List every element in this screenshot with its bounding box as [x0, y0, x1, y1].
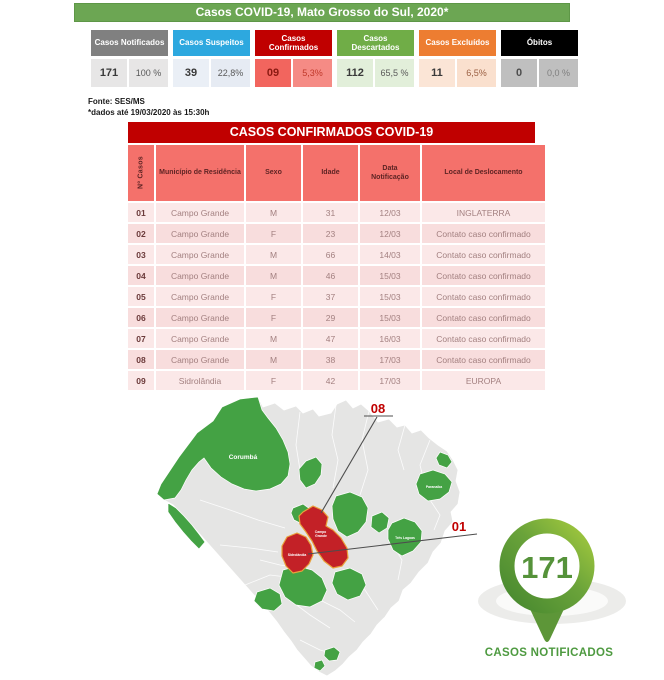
table-header-row	[128, 145, 535, 201]
cell-sexo: M	[246, 350, 301, 369]
cell-idade: 46	[303, 266, 358, 285]
table-row	[128, 329, 535, 348]
cell-num: 09	[128, 371, 154, 390]
table-row	[128, 350, 535, 369]
cell-idade: 38	[303, 350, 358, 369]
label-sidrolandia: Sidrolândia	[287, 553, 307, 557]
cell-local: Contato caso confirmado	[422, 245, 545, 264]
label-paranaiba: Paranaíba	[425, 485, 443, 489]
stat-label: Casos Descartados	[337, 30, 414, 56]
annotation-label-08: 08	[370, 401, 386, 416]
cell-local: INGLATERRA	[422, 203, 545, 222]
stat-cards	[91, 30, 578, 87]
col-header-idade: Idade	[303, 145, 358, 201]
cell-sexo: F	[246, 308, 301, 327]
cell-sexo: M	[246, 203, 301, 222]
stat-card-confirmados	[255, 30, 332, 87]
table-row	[128, 266, 535, 285]
cell-municipio: Campo Grande	[156, 350, 244, 369]
cell-data: 15/03	[360, 266, 420, 285]
cell-idade: 42	[303, 371, 358, 390]
cell-data: 15/03	[360, 287, 420, 306]
stat-label: Óbitos	[501, 30, 578, 56]
cell-data: 16/03	[360, 329, 420, 348]
cell-data: 14/03	[360, 245, 420, 264]
cell-local: EUROPA	[422, 371, 545, 390]
label-tres-lagoas: Três Lagoas	[395, 536, 415, 540]
page-title: Casos COVID-19, Mato Grosso do Sul, 2020*	[74, 3, 570, 22]
stat-card-notificados	[91, 30, 168, 87]
stat-value: 112	[337, 59, 373, 87]
cell-idade: 31	[303, 203, 358, 222]
source-note	[88, 96, 209, 118]
cell-num: 01	[128, 203, 154, 222]
cell-municipio: Campo Grande	[156, 329, 244, 348]
col-header-local: Local de Deslocamento	[422, 145, 545, 201]
cell-num: 02	[128, 224, 154, 243]
confirmed-cases-table	[128, 122, 535, 390]
stat-value: 11	[419, 59, 455, 87]
stat-label: Casos Suspeitos	[173, 30, 250, 56]
data-cutoff-line: *dados até 19/03/2020 às 15:30h	[88, 108, 210, 117]
stat-value: 09	[255, 59, 291, 87]
cell-idade: 23	[303, 224, 358, 243]
stat-percent: 0,0 %	[539, 59, 578, 87]
cell-idade: 37	[303, 287, 358, 306]
cell-idade: 29	[303, 308, 358, 327]
stat-card-descartados	[337, 30, 414, 87]
cell-data: 15/03	[360, 308, 420, 327]
label-corumba: Corumbá	[228, 454, 258, 461]
cell-data: 12/03	[360, 224, 420, 243]
cell-municipio: Campo Grande	[156, 266, 244, 285]
annotation-label-01: 01	[451, 519, 467, 534]
cell-idade: 47	[303, 329, 358, 348]
pin-value: 171	[521, 550, 573, 585]
cell-num: 06	[128, 308, 154, 327]
cell-num: 07	[128, 329, 154, 348]
source-line: Fonte: SES/MS	[88, 97, 145, 106]
stat-card-obitos	[501, 30, 578, 87]
cell-data: 17/03	[360, 350, 420, 369]
stat-percent: 6,5%	[457, 59, 496, 87]
cell-local: Contato caso confirmado	[422, 224, 545, 243]
cell-num: 08	[128, 350, 154, 369]
table-row	[128, 203, 535, 222]
table-row	[128, 245, 535, 264]
table-row	[128, 287, 535, 306]
ms-choropleth-map	[0, 385, 664, 680]
cell-local: Contato caso confirmado	[422, 308, 545, 327]
cell-municipio: Campo Grande	[156, 224, 244, 243]
stat-value: 171	[91, 59, 127, 87]
stat-value: 0	[501, 59, 537, 87]
cell-municipio: Campo Grande	[156, 245, 244, 264]
cell-local: Contato caso confirmado	[422, 350, 545, 369]
cell-data: 17/03	[360, 371, 420, 390]
cell-municipio: Campo Grande	[156, 308, 244, 327]
cell-num: 03	[128, 245, 154, 264]
stat-percent: 100 %	[129, 59, 168, 87]
cell-idade: 66	[303, 245, 358, 264]
stat-percent: 5,3%	[293, 59, 332, 87]
cell-municipio: Sidrolândia	[156, 371, 244, 390]
cell-sexo: F	[246, 371, 301, 390]
cell-sexo: M	[246, 329, 301, 348]
cell-municipio: Campo Grande	[156, 203, 244, 222]
col-header-data: Data Notificação	[360, 145, 420, 201]
stat-label: Casos Excluídos	[419, 30, 496, 56]
cell-local: Contato caso confirmado	[422, 287, 545, 306]
cell-sexo: F	[246, 224, 301, 243]
cell-data: 12/03	[360, 203, 420, 222]
cell-num: 04	[128, 266, 154, 285]
stat-value: 39	[173, 59, 209, 87]
cell-local: Contato caso confirmado	[422, 329, 545, 348]
cell-municipio: Campo Grande	[156, 287, 244, 306]
cell-sexo: F	[246, 287, 301, 306]
stat-percent: 65,5 %	[375, 59, 414, 87]
pin-caption: CASOS NOTIFICADOS	[484, 647, 614, 659]
location-pin-icon	[507, 526, 587, 642]
table-row	[128, 308, 535, 327]
cell-num: 05	[128, 287, 154, 306]
stat-label: Casos Notificados	[91, 30, 168, 56]
stat-percent: 22,8%	[211, 59, 250, 87]
cell-sexo: M	[246, 266, 301, 285]
stat-card-excluidos	[419, 30, 496, 87]
col-header-num: Nº Casos	[128, 145, 154, 201]
col-header-municipio: Município de Residência	[156, 145, 244, 201]
table-title: CASOS CONFIRMADOS COVID-19	[128, 122, 535, 143]
label-campo-grande: Campo Grande	[314, 530, 327, 538]
stat-card-suspeitos	[173, 30, 250, 87]
cell-local: Contato caso confirmado	[422, 266, 545, 285]
cell-sexo: M	[246, 245, 301, 264]
col-header-sexo: Sexo	[246, 145, 301, 201]
table-row	[128, 224, 535, 243]
stat-label: Casos Confirmados	[255, 30, 332, 56]
